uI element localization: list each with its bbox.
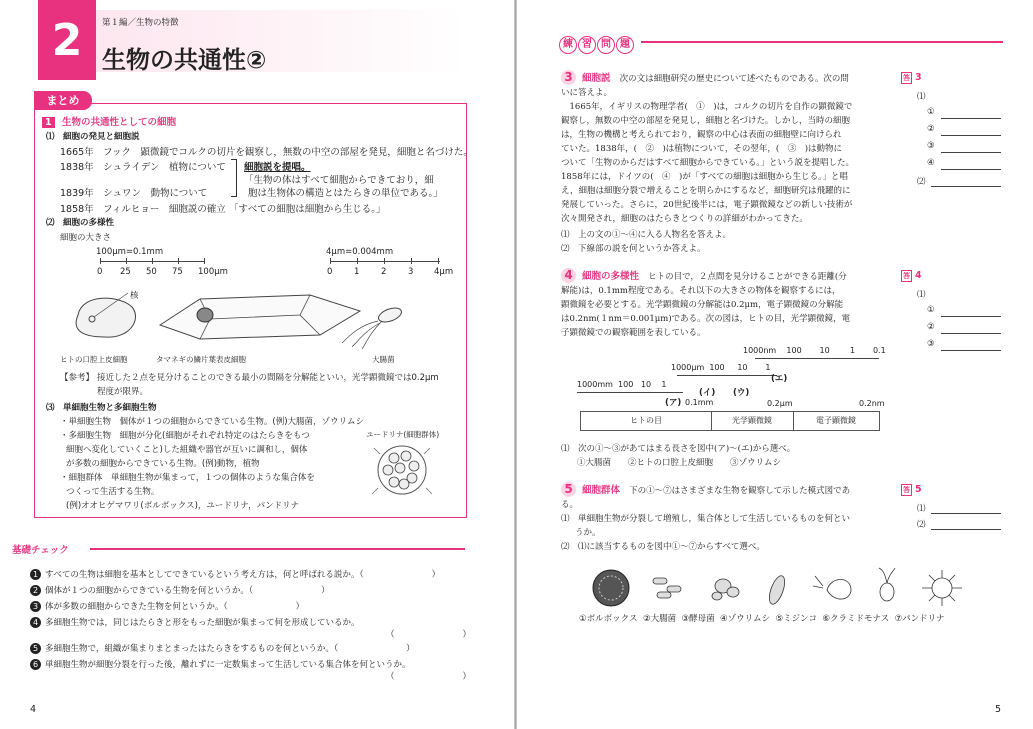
brace xyxy=(231,159,237,197)
mark-e: (エ) xyxy=(771,374,788,384)
ruler-1-tick: 50 xyxy=(146,267,157,277)
q3-answer-line-1[interactable] xyxy=(941,118,1001,119)
mark-02nm: 0.2nm xyxy=(859,399,885,408)
q3-answer-line-4[interactable] xyxy=(941,169,1001,170)
practice-header: 練 習 問 題 xyxy=(559,32,635,54)
q4-choices: ①大腸菌 ②ヒトの口腔上皮細胞 ③ゾウリムシ xyxy=(577,458,782,468)
q3-sub2: ⑵ 下線部の説を何というか答えよ。 xyxy=(561,244,706,254)
q3-line: ついて「生物のからだはすべて細胞からできている。」という説を提唱した。 xyxy=(561,158,854,168)
answer-blank-6[interactable]: （ ） xyxy=(386,672,472,682)
bullet-line: ・多細胞生物 細胞が分化(細胞がそれぞれ特定のはたらきをもつ xyxy=(60,431,310,441)
sub-heading-1: ⑴ 細胞の発見と細胞説 xyxy=(46,132,140,142)
question-6: 6 単細胞生物が細胞分裂を行った後，離れずに一定数集まって生活している集合体を何というか。 xyxy=(30,658,411,670)
scale-nm-line xyxy=(755,358,879,359)
bullet-line: ・単細胞生物 個体が１つの細胞からできている生物。(例)大腸菌，ゾウリムシ xyxy=(60,417,365,427)
cell-label-ecoli: 大腸菌 xyxy=(372,355,395,364)
cell-theory-2: 「生物の体はすべて細胞からできており，細 xyxy=(244,175,434,186)
q3-answer-line-2[interactable] xyxy=(941,135,1001,136)
cell-theory-1: 細胞説を提唱。 xyxy=(244,162,311,173)
q3-line: 発展していった。さらに，20世紀後半には，電子顕微鏡などの新しい技術が xyxy=(561,200,853,210)
ruler-1-tick: 0 xyxy=(97,267,103,277)
sanko-tag: 【参考】 xyxy=(60,373,95,383)
nucleus-label: 核 xyxy=(130,291,139,301)
q5-ans-label: ⑵ xyxy=(917,520,926,530)
sub-heading-3: ⑶ 単細胞生物と多細胞生物 xyxy=(46,403,157,413)
cell-illustrations xyxy=(60,285,450,353)
eudorina-illustration xyxy=(372,440,432,500)
q5-heading: 5 細胞群体 下の①～⑦はさまざまな生物を観察して示した模式図であ xyxy=(561,482,850,497)
cell-theory-3: 胞は生物体の構造とはたらきの単位である。」 xyxy=(248,188,443,199)
range-electron: 電子顕微鏡 xyxy=(816,416,856,425)
q3-ans-label: ① xyxy=(927,107,935,117)
answer-blank-4[interactable]: （ ） xyxy=(386,630,472,640)
mark-i: (イ) xyxy=(699,388,716,398)
ruler-2-line xyxy=(330,261,440,262)
q5-line: ⑵ ⑴に該当するものを図中①～⑦からすべて選べ。 xyxy=(561,542,765,552)
q3-answer-head: 答 3 xyxy=(903,72,922,83)
q4-sub1: ⑴ 次の①～③があてはまる長さを図中(ア)～(エ)から選べ。 xyxy=(561,444,796,454)
history-1858: 1858年 フィルヒョー 細胞説の確立 「すべての細胞は細胞から生じる。」 xyxy=(60,204,386,215)
breadcrumb: 第１編／生物の特徴 xyxy=(102,18,179,28)
q3-sub1: ⑴ 上の文の①～④に入る人物名を答えよ。 xyxy=(561,230,732,240)
q4-line: は0.2nm(１nm＝0.001μm)である。次の図は，ヒトの目，光学顕微鏡，電 xyxy=(561,314,851,324)
left-page xyxy=(0,0,516,729)
scale-um-labels: 1000μm 100 10 1 xyxy=(671,363,771,372)
scale-um-line xyxy=(677,375,777,376)
q3-heading: 3 細胞説 次の文は細胞研究の歴史について述べたものである。次の問 xyxy=(561,70,849,85)
q4-ans-label: ① xyxy=(927,305,935,315)
sanko-text-2: 程度が限界。 xyxy=(97,387,149,397)
q4-answer-line-2[interactable] xyxy=(941,333,1001,334)
organism-illustrations xyxy=(587,566,1007,608)
organism-labels: ①ボルボックス ②大腸菌 ③酵母菌 ④ゾウリムシ ⑤ミジンコ ⑥クラミドモナス ⑦パンドリナ xyxy=(579,614,945,624)
q3-line: は，生物の機構と考えられており，観察の中心は表面の細胞壁に向けられ xyxy=(561,130,842,140)
history-1839: 1839年 シュワン 動物について xyxy=(60,188,208,199)
ruler-2-label: 4μm=0.004mm xyxy=(326,247,394,257)
ruler-2-tick: 1 xyxy=(354,267,360,277)
sanko-text-1: 接近した２点を見分けることのできる最小の間隔を分解能といい，光学顕微鏡では0.2μm xyxy=(97,373,439,383)
q3-ans-label: ② xyxy=(927,124,935,134)
page-number-right: 5 xyxy=(995,704,1002,715)
ruler-2-tick: 2 xyxy=(381,267,387,277)
q3-line: 次々開発され，細胞のはたらきとつくりの詳細がわかってきた。 xyxy=(561,214,808,224)
range-eye: ヒトの目 xyxy=(581,412,712,430)
q3-answer-line-5[interactable] xyxy=(931,186,1001,187)
cell-label-cheek: ヒトの口腔上皮細胞 xyxy=(60,355,128,364)
q5-line: うか。 xyxy=(575,528,601,538)
sub-heading-2: ⑵ 細胞の多様性 xyxy=(46,218,115,228)
ruler-2-tick: 0 xyxy=(327,267,333,277)
q5-answer-line-2[interactable] xyxy=(931,529,1001,530)
ruler-2-tick: 4μm xyxy=(434,267,454,277)
header-rule xyxy=(641,41,1003,43)
q3-ans-label: ③ xyxy=(927,141,935,151)
q3-ans-label: ④ xyxy=(927,158,935,168)
ruler-1-tick: 25 xyxy=(120,267,131,277)
matome-label: まとめ xyxy=(34,91,92,110)
q4-line: 解能)は，0.1mm程度である。それ以下の大きさの物体を観察するには， xyxy=(561,286,841,296)
q4-answer-line-3[interactable] xyxy=(941,350,1001,351)
q4-line: 顕微鏡を必要とする。光学顕微鏡の分解能は0.2μm，電子顕微鏡の分解能 xyxy=(561,300,844,310)
range-bar xyxy=(580,411,880,431)
q3-line: 1665年，イギリスの物理学者( ① )は，コルクの切片を自作の顕微鏡で xyxy=(561,102,853,112)
history-1665: 1665年 フック 顕微鏡でコルクの切片を観察し，無数の中空の部屋を発見，細胞と名づけた。 xyxy=(60,147,473,158)
question-4: 4 多細胞生物では，同じはたらきと形をもった細胞が集まって何を形成しているか。 xyxy=(30,616,360,628)
right-page xyxy=(517,0,1033,729)
q3-ans-label: ⑵ xyxy=(917,177,926,187)
q3-answer-line-3[interactable] xyxy=(941,152,1001,153)
page-title: 生物の共通性② xyxy=(102,46,267,74)
section-1-heading xyxy=(42,114,176,128)
q5-answer-head: 答 5 xyxy=(903,484,922,495)
q4-ans-label: ③ xyxy=(927,339,935,349)
q4-line: 子顕微鏡での観察範囲を表している。 xyxy=(561,328,706,338)
mark-u: (ウ) xyxy=(733,388,750,398)
ruler-2-tick: 3 xyxy=(408,267,414,277)
q5-answer-line-1[interactable] xyxy=(931,513,1001,514)
q5-ans-label: ⑴ xyxy=(917,504,926,514)
mark-02um: 0.2μm xyxy=(767,399,793,408)
q3-line: ていた。1838年，( ② )は植物について，その翌年，( ③ )は動物に xyxy=(561,144,843,154)
section-1-title: 生物の共通性としての細胞 xyxy=(61,117,176,128)
q3-ans-label: ⑴ xyxy=(917,92,926,102)
scale-nm-labels: 1000nm 100 10 1 0.1 xyxy=(743,346,886,355)
scale-mm-line xyxy=(577,392,683,393)
bullet-line: ・細胞群体 単細胞生物が集まって，１つの個体のような集合体を xyxy=(60,473,315,483)
question-1: 1 すべての生物は細胞を基本としてできているという考え方は，何と呼ばれる説か。（ ） xyxy=(30,568,440,580)
question-3: 3 体が多数の細胞からできた生物を何というか。（ ） xyxy=(30,600,304,612)
question-5: 5 多細胞生物で，組織が集まりまとまったはたらきをするものを何というか。（ ） xyxy=(30,642,415,654)
eudorina-label: ユードリナ(細胞群体) xyxy=(366,430,440,439)
scale-mm-labels: 1000mm 100 10 1 xyxy=(577,380,667,389)
page-number-left: 4 xyxy=(30,704,37,715)
q4-ans-label: ② xyxy=(927,322,935,332)
section-1-number: 1 xyxy=(42,117,55,128)
ruler-1-tick: 75 xyxy=(172,267,183,277)
cell-label-onion: タマネギの鱗片葉表皮細胞 xyxy=(156,355,246,364)
chapter-number: 2 xyxy=(38,0,96,80)
question-2: 2 個体が１つの細胞からできている生物を何というか。（ ） xyxy=(30,584,330,596)
cell-size-label: 細胞の大きさ xyxy=(60,233,112,243)
kiso-check-title: 基礎チェック xyxy=(12,545,69,556)
q4-heading: 4 細胞の多様性 ヒトの目で，２点間を見分けることができる距離(分 xyxy=(561,268,847,283)
kiso-check-header xyxy=(0,540,470,558)
mark-a: (ア) xyxy=(665,398,682,408)
mark-01mm: 0.1mm xyxy=(685,398,714,407)
q5-line: る。 xyxy=(561,500,579,510)
q3-line: え，細胞は細胞分裂で増えることを明らかにするなど，細胞研究は飛躍的に xyxy=(561,186,851,196)
q5-line: ⑴ 単細胞生物が分裂して増殖し，集合体として生活しているものを何とい xyxy=(561,514,851,524)
ruler-1-label: 100μm=0.1mm xyxy=(96,247,164,257)
bullet-line: が多数の細胞からできている生物。(例)動物，植物 xyxy=(66,459,260,469)
bullet-line: (例)オオヒゲマワリ(ボルボックス)，ユードリナ，パンドリナ xyxy=(66,501,299,511)
ruler-1-tick: 100μm xyxy=(198,267,228,277)
q4-answer-line-1[interactable] xyxy=(941,316,1001,317)
q3-line: いに答えよ。 xyxy=(561,88,613,98)
bullet-line: 細胞へ変化していくこと)した組織や器官が互いに調和し，個体 xyxy=(66,445,308,455)
q4-ans-label: ⑴ xyxy=(917,290,926,300)
range-optical: 光学顕微鏡 xyxy=(711,412,794,430)
q4-answer-head: 答 4 xyxy=(903,270,922,281)
q3-line: 観察し，無数の中空の部屋を発見し，細胞と名づけた。しかし，当時の細胞 xyxy=(561,116,851,126)
bullet-line: つくって生活する生物。 xyxy=(66,487,160,497)
q3-line: 1858年には，ドイツの( ④ )が「すべての細胞は細胞から生じる。」と唱 xyxy=(561,172,848,182)
history-1838: 1838年 シュライデン 植物について xyxy=(60,162,226,173)
